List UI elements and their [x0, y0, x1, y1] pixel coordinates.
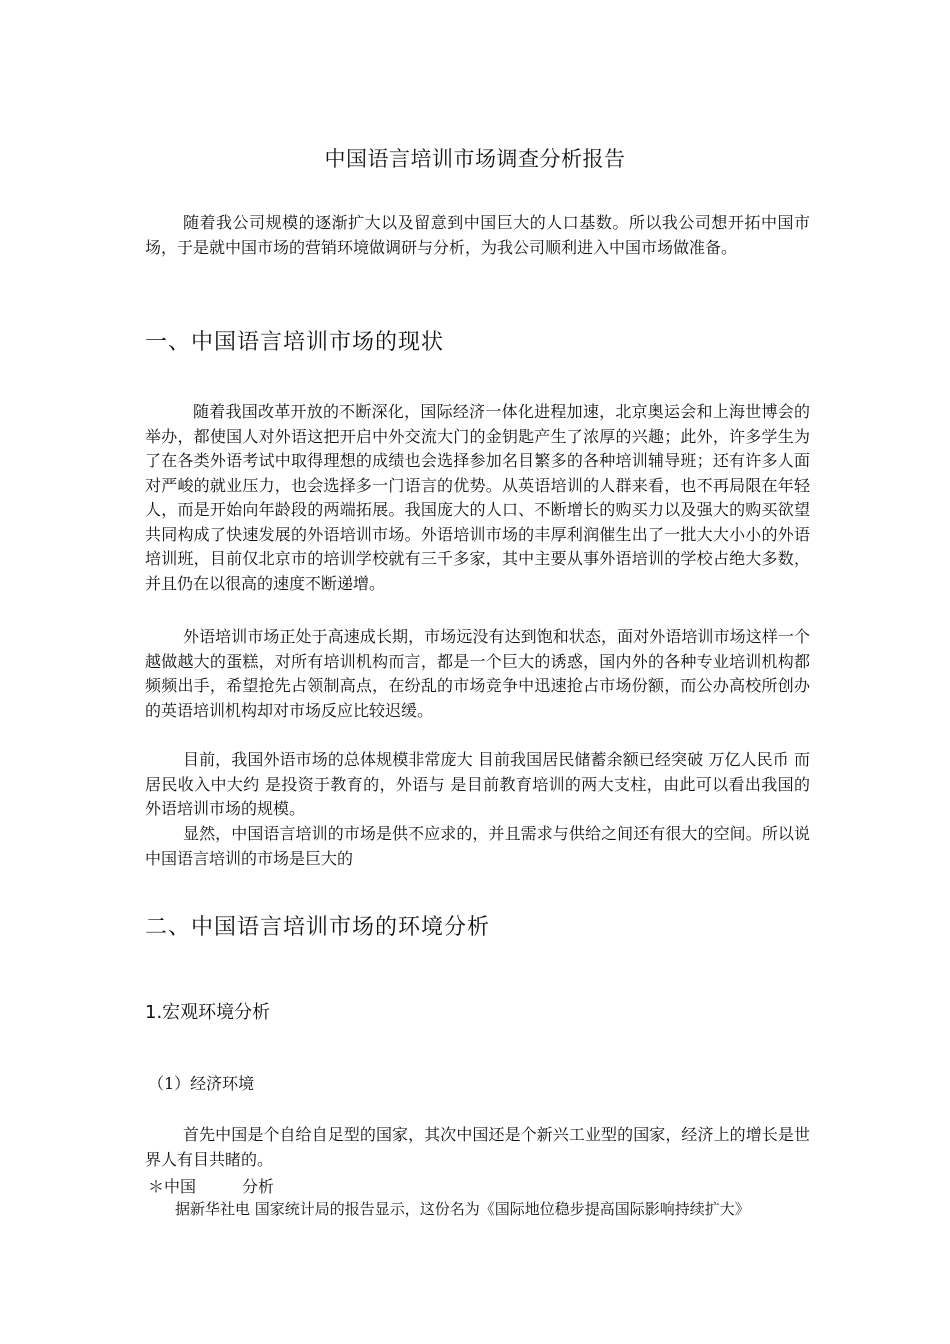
section2-paragraph-2: 据新华社电 国家统计局的报告显示，这份名为《国际地位稳步提高国际影响持续扩大》	[175, 1200, 750, 1218]
subsubsection-heading-economy: （1）经济环境	[148, 1074, 255, 1093]
section1-paragraph-3: 目前，我国外语市场的总体规模非常庞大 目前我国居民储蓄余额已经突破 万亿人民币 而居民收入中大约 是投资于教育的，外语与 是目前教育培训的两大支柱，由此可以看出我国的外语培训市场的规模。	[145, 750, 810, 818]
document-title: 中国语言培训市场调查分析报告	[324, 147, 626, 171]
intro-paragraph: 随着我公司规模的逐渐扩大以及留意到中国巨大的人口基数。所以我公司想开拓中国市场，于是就中国市场的营销环境做调研与分析，为我公司顺利进入中国市场做准备。	[145, 213, 810, 257]
bullet-label: ＊中国	[148, 1177, 197, 1196]
section1-heading: 一、中国语言培训市场的现状	[145, 330, 445, 355]
section2-heading: 二、中国语言培训市场的环境分析	[145, 915, 491, 940]
subsection-heading-macro: 1.宏观环境分析	[145, 1002, 271, 1023]
bullet-text: 分析	[242, 1177, 275, 1196]
section2-paragraph-1: 首先中国是个自给自足型的国家，其次中国还是个新兴工业型的国家，经济上的增长是世界人有目共睹的。	[145, 1125, 810, 1169]
section1-paragraph-1: 随着我国改革开放的不断深化，国际经济一体化进程加速，北京奥运会和上海世博会的举办，都使国人对外语这把开启中外交流大门的金钥匙产生了浓厚的兴趣；此外，许多学生为了在各类外语考试中取得理想的成绩也会选择参加名目繁多的各种培训辅导班；还有许多人面对严峻的就业压力，也会选择多一门语言的优势。从英语培训的人群来看，也不再局限在年轻人，而是开始向年龄段的两端拓展。我国庞大的人口、不断增长的购买力以及强大的购买欲望共同构成了快速发展的外语培训市场。外语培训市场的丰厚利润催生出了一批大大小小的外语培训班，目前仅北京市的培训学校就有三千多家，其中主要从事外语培训的学校占绝大多数，并且仍在以很高的速度不断递增。	[145, 402, 810, 593]
section1-paragraph-2: 外语培训市场正处于高速成长期，市场远没有达到饱和状态，面对外语培训市场这样一个越做越大的蛋糕，对所有培训机构而言，都是一个巨大的诱惑，国内外的各种专业培训机构都频频出手，希望抢先占领制高点，在纷乱的市场竞争中迅速抢占市场份额，而公办高校所创办的英语培训机构却对市场反应比较迟缓。	[145, 627, 810, 720]
section1-paragraph-4: 显然，中国语言培训的市场是供不应求的，并且需求与供给之间还有很大的空间。所以说中国语言培训的市场是巨大的	[145, 824, 810, 868]
